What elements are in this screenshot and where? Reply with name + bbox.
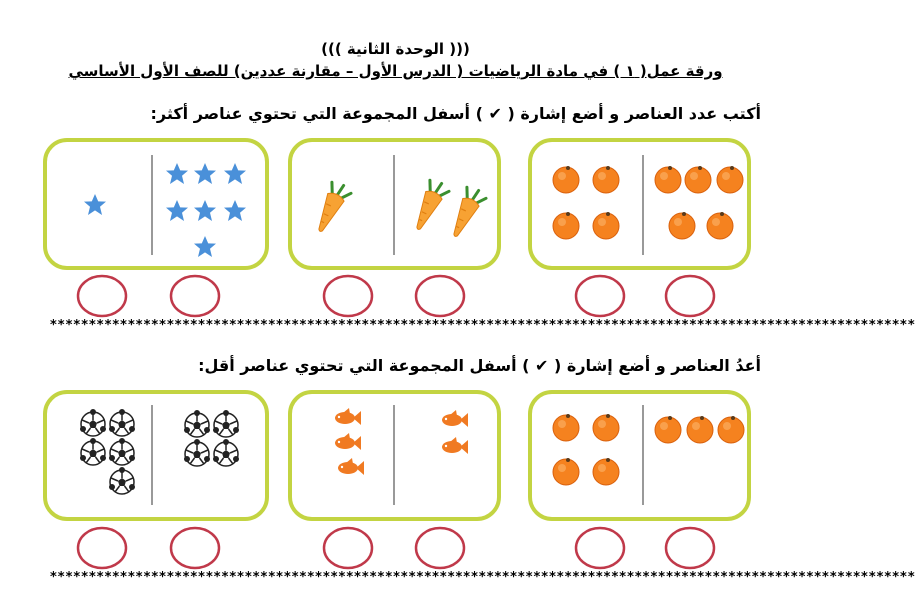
orange-icon — [593, 458, 619, 485]
carrot-icon — [311, 180, 353, 236]
carrot-icon — [409, 178, 451, 234]
star-icon — [166, 200, 188, 221]
orange-icon — [655, 166, 681, 193]
soccer-ball-icon — [109, 409, 135, 436]
carrot-icon — [446, 185, 488, 241]
orange-icon — [553, 414, 579, 441]
orange-icon — [593, 166, 619, 193]
orange-icon — [593, 212, 619, 239]
answer-circle[interactable] — [171, 528, 219, 568]
fish-icon — [338, 458, 364, 475]
section1-box-carrots — [290, 140, 499, 268]
answer-circle[interactable] — [78, 276, 126, 316]
orange-icon — [717, 166, 743, 193]
soccer-ball-icon — [109, 467, 135, 494]
fish-icon — [335, 433, 361, 450]
section1-box-oranges — [530, 140, 749, 268]
section1-instruction: أكتب عدد العناصر و أضع إشارة ( ✔ ) أسفل المجموعة التي تحتوي عناصر أكثر: — [150, 104, 761, 123]
separator-line-2: *************************************************************************************************************** — [50, 570, 916, 585]
answer-circle[interactable] — [78, 528, 126, 568]
orange-icon — [553, 166, 579, 193]
section2-box-oranges — [530, 392, 749, 519]
fish-icon — [442, 410, 468, 427]
fish-icon — [442, 437, 468, 454]
star-icon — [224, 163, 246, 184]
section1-box-stars — [45, 140, 267, 268]
soccer-ball-icon — [184, 439, 210, 466]
section2-box-balls — [45, 392, 267, 519]
soccer-ball-icon — [213, 439, 239, 466]
soccer-ball-icon — [213, 410, 239, 437]
orange-icon — [687, 416, 713, 443]
answer-circle[interactable] — [666, 528, 714, 568]
answer-circle[interactable] — [576, 276, 624, 316]
answer-circle[interactable] — [416, 528, 464, 568]
section2-instruction: أعدُ العناصر و أضع إشارة ( ✔ ) أسفل المجموعة التي تحتوي عناصر أقل: — [198, 356, 761, 375]
separator-line-1: *************************************************************************************************************** — [50, 318, 916, 333]
fish-icon — [335, 408, 361, 425]
star-icon — [84, 194, 106, 215]
unit-title: ((( الوحدة الثانية ))) — [321, 40, 470, 58]
answer-circle[interactable] — [416, 276, 464, 316]
section2-answer-circles[interactable] — [78, 528, 714, 568]
soccer-ball-icon — [80, 438, 106, 465]
answer-circle[interactable] — [324, 528, 372, 568]
soccer-ball-icon — [184, 410, 210, 437]
section2-box-fish — [290, 392, 499, 519]
answer-circle[interactable] — [171, 276, 219, 316]
star-icon — [166, 163, 188, 184]
star-icon — [224, 200, 246, 221]
orange-icon — [669, 212, 695, 239]
star-icon — [194, 163, 216, 184]
star-icon — [194, 236, 216, 257]
soccer-ball-icon — [80, 409, 106, 436]
orange-icon — [553, 458, 579, 485]
star-icon — [194, 200, 216, 221]
orange-icon — [553, 212, 579, 239]
orange-icon — [718, 416, 744, 443]
soccer-ball-icon — [109, 438, 135, 465]
worksheet-title: ورقة عمل( ١ ) في مادة الرياضيات ( الدرس الأول – مقارنة عددين) للصف الأول الأساسي — [68, 62, 723, 80]
answer-circle[interactable] — [324, 276, 372, 316]
answer-circle[interactable] — [666, 276, 714, 316]
orange-icon — [707, 212, 733, 239]
answer-circle[interactable] — [576, 528, 624, 568]
orange-icon — [593, 414, 619, 441]
section1-answer-circles[interactable] — [78, 276, 714, 316]
orange-icon — [685, 166, 711, 193]
orange-icon — [655, 416, 681, 443]
